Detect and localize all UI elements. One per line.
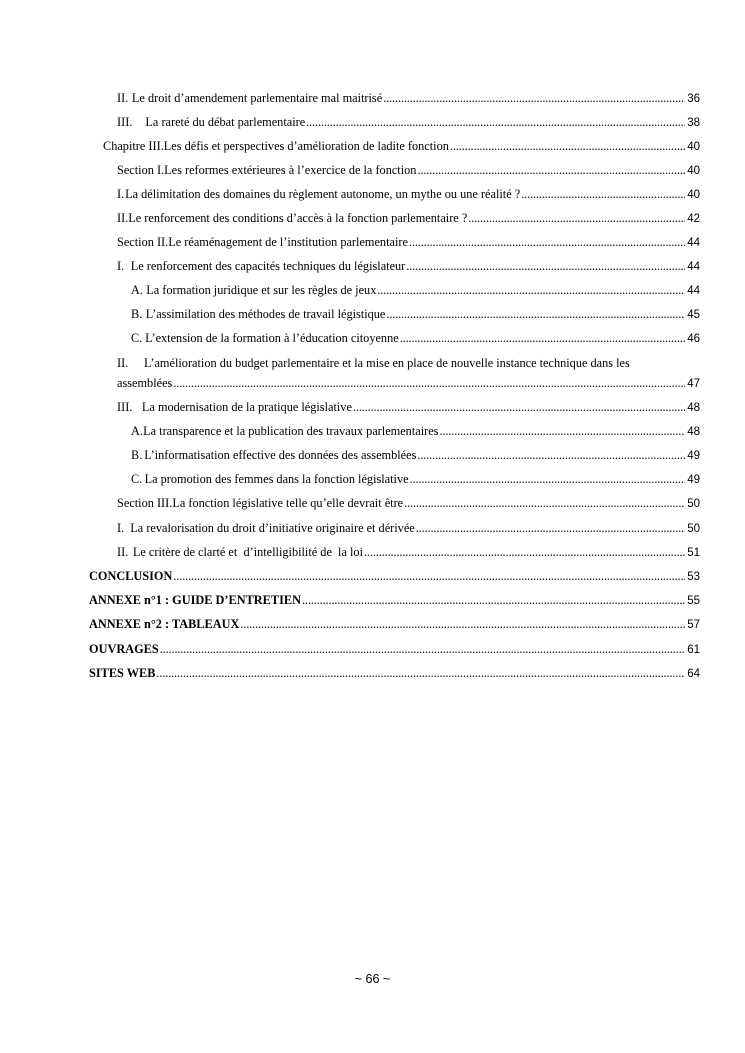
dot-leader (386, 306, 685, 322)
toc-entry-number: A. (131, 283, 143, 297)
dot-leader (400, 330, 686, 346)
toc-entry (117, 544, 700, 561)
toc-entry-number: B. (131, 307, 143, 321)
toc-entry-page: 40 (687, 165, 700, 177)
toc-entry-title: La formation juridique et sur les règles de jeux (146, 283, 377, 297)
toc-entry-page: 50 (687, 523, 700, 535)
toc-entry (103, 138, 700, 155)
dot-leader (156, 665, 685, 681)
toc-entry (117, 90, 700, 107)
dot-leader (306, 114, 685, 130)
dot-leader (377, 282, 685, 298)
dot-leader (160, 641, 686, 657)
toc-entry-page: 61 (687, 644, 700, 656)
toc-entry-number: I. (117, 521, 125, 535)
toc-entry (131, 423, 700, 440)
toc-entry (131, 471, 700, 488)
toc-entry-page: 49 (687, 450, 700, 462)
toc-entry-page: 40 (687, 189, 700, 201)
dot-leader (416, 520, 685, 536)
toc-entry-page: 50 (687, 498, 700, 510)
toc-entry-title: ANNEXE n°2 : TABLEAUX (89, 617, 240, 631)
toc-entry-title: ANNEXE n°1 : GUIDE D’ENTRETIEN (89, 593, 301, 607)
toc-entry-page: 55 (687, 595, 700, 607)
toc-entry (131, 282, 700, 299)
toc-entry-main (89, 592, 700, 609)
toc-entry-number: Section II. (117, 235, 169, 249)
dot-leader (450, 138, 685, 154)
toc-entry-page: 48 (687, 402, 700, 414)
toc-entry-title: CONCLUSION (89, 569, 173, 583)
dot-leader (410, 471, 686, 487)
toc-entry-title: Le critère de clarté et d’intelligibilité de la loi (132, 545, 363, 559)
toc-entry (117, 258, 700, 275)
toc-entry-number: II. (117, 91, 129, 105)
toc-entry-page: 48 (687, 426, 700, 438)
dot-leader (302, 592, 685, 608)
dot-leader (409, 234, 685, 250)
dot-leader (240, 616, 685, 632)
toc-entry-number: III. (117, 400, 133, 414)
toc-entry (117, 234, 700, 251)
toc-entry-title-continued: assemblées (117, 376, 173, 390)
page-number: ~ 66 ~ (354, 972, 391, 986)
toc-entry-page: 44 (687, 261, 700, 273)
toc-entry-number: II. (117, 211, 129, 225)
toc-entry-page: 64 (687, 668, 700, 680)
toc-entry-title: La promotion des femmes dans la fonction législative (144, 472, 409, 486)
toc-entry-page: 49 (687, 474, 700, 486)
toc-entry-number: II. (117, 356, 129, 370)
dot-leader (404, 495, 685, 511)
toc-entry-title: La fonction législative telle qu’elle devrait être (172, 496, 404, 510)
toc-entry-page: 36 (687, 93, 700, 105)
toc-entry-title: L’extension de la formation à l’éducation citoyenne (145, 331, 399, 345)
toc-entry (117, 210, 700, 227)
toc-entry-title: Le renforcement des capacités techniques du législateur (130, 259, 406, 273)
toc-entry (117, 520, 700, 537)
toc-entry-title: L’informatisation effective des données des assemblées (144, 448, 417, 462)
toc-entry (131, 306, 700, 323)
toc-entry (131, 330, 700, 347)
toc-entry-main (89, 641, 700, 658)
dot-leader (173, 375, 685, 391)
toc-entry-number: Section III. (117, 496, 173, 510)
dot-leader (521, 186, 685, 202)
toc-entry-title: La rareté du débat parlementaire (145, 115, 306, 129)
toc-entry-main (89, 665, 700, 682)
dot-leader (173, 568, 685, 584)
toc-entry-page: 38 (687, 117, 700, 129)
toc-entry-title: L’amélioration du budget parlementaire et la mise en place de nouvelle instance technique dans les (144, 356, 630, 370)
toc-entry-title: Le droit d’amendement parlementaire mal maitrisé (131, 91, 383, 105)
toc-entry-title: La revalorisation du droit d’initiative originaire et dérivée (130, 521, 415, 535)
toc-entry-number: II. (117, 545, 129, 559)
toc-entry-page: 46 (687, 333, 700, 345)
dot-leader (417, 162, 685, 178)
toc-entry-title: Le renforcement des conditions d’accès à la fonction parlementaire ? (128, 211, 468, 225)
dot-leader (439, 423, 685, 439)
toc-entry-page: 45 (687, 309, 700, 321)
toc-entry-main (89, 616, 700, 633)
toc-entry-number: A. (131, 424, 143, 438)
toc-entry-page: 40 (687, 141, 700, 153)
toc-entry (131, 447, 700, 464)
toc-entry-title: La modernisation de la pratique législative (141, 400, 352, 414)
toc-entry-main (89, 568, 700, 585)
dot-leader (364, 544, 685, 560)
toc-entry-page: 44 (687, 285, 700, 297)
dot-leader (468, 210, 685, 226)
dot-leader (417, 447, 685, 463)
toc-entry-wrapped-first-line (117, 355, 630, 371)
toc-entry-number: Chapitre III. (103, 139, 164, 153)
toc-entry-number: B. (131, 448, 143, 462)
toc-entry-number: C. (131, 331, 143, 345)
toc-entry-page: 57 (687, 619, 700, 631)
toc-entry-number: Section I. (117, 163, 165, 177)
dot-leader (406, 258, 685, 274)
toc-entry-page: 47 (687, 378, 700, 390)
toc-entry-page: 44 (687, 237, 700, 249)
toc-entry-title: OUVRAGES (89, 642, 159, 656)
dot-leader (383, 90, 685, 106)
toc-entry (117, 399, 700, 416)
toc-entry-page: 51 (687, 547, 700, 559)
toc-entry (117, 162, 700, 179)
dot-leader (353, 399, 685, 415)
toc-entry-title: Le réaménagement de l’institution parlementaire (168, 235, 408, 249)
toc-entry (117, 495, 700, 512)
toc-entry-number: C. (131, 472, 143, 486)
toc-entry-page: 53 (687, 571, 700, 583)
toc-entry-number: I. (117, 259, 125, 273)
toc-entry-number: I. (117, 187, 125, 201)
toc-entry-title: La délimitation des domaines du règlement autonome, un mythe ou une réalité ? (125, 187, 521, 201)
toc-entry (117, 114, 700, 131)
toc-entry-title: SITES WEB (89, 666, 156, 680)
toc-entry-title: Les reformes extérieures à l’exercice de la fonction (164, 163, 417, 177)
toc-entry-title: La transparence et la publication des travaux parlementaires (143, 424, 439, 438)
toc-entry (117, 186, 700, 203)
toc-entry-title: L’assimilation des méthodes de travail légistique (145, 307, 386, 321)
toc-entry-title: Les défis et perspectives d’amélioration de ladite fonction (163, 139, 449, 153)
toc-entry-page: 42 (687, 213, 700, 225)
toc-entry (117, 375, 700, 392)
toc-entry-number: III. (117, 115, 133, 129)
